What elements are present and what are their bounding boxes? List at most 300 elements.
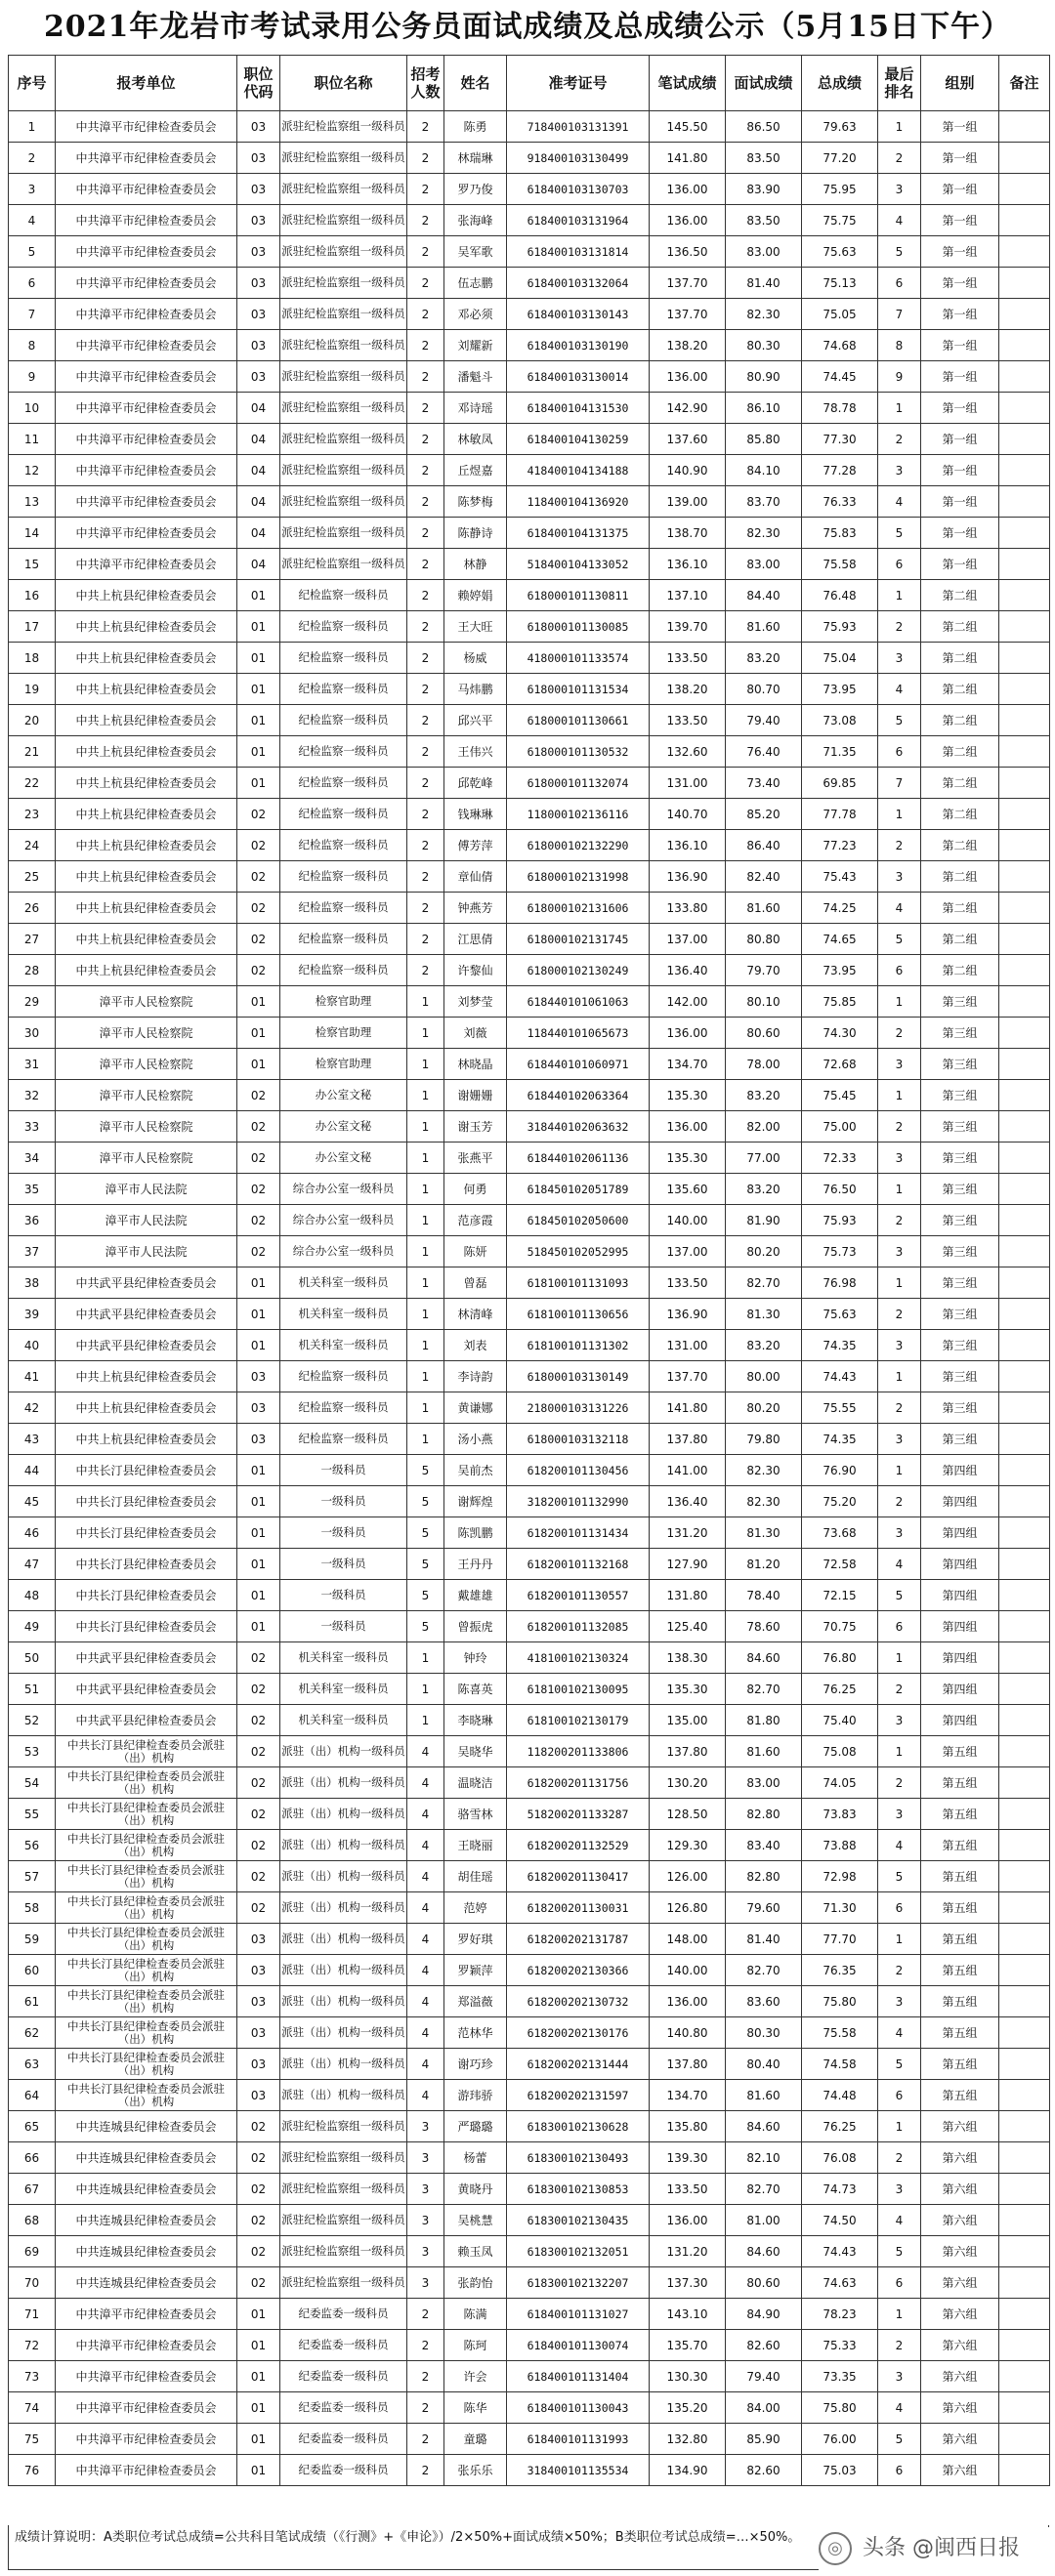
- cell-final-rank: 3: [878, 1330, 921, 1361]
- cell-remark: [999, 455, 1050, 486]
- cell-final-rank: 5: [878, 1861, 921, 1892]
- cell-interview-score: 84.10: [726, 455, 802, 486]
- cell-index: 62: [9, 2017, 56, 2049]
- table-row: [9, 549, 1050, 580]
- cell-position-name: 机关科室一级科员: [280, 1674, 407, 1705]
- table-row: [9, 986, 1050, 1018]
- cell-index: 5: [9, 236, 56, 268]
- cell-total-score: 76.00: [802, 2424, 878, 2455]
- cell-group: 第二组: [921, 861, 999, 893]
- cell-unit: 中共漳平市纪律检查委员会: [56, 205, 237, 236]
- cell-ticket-number: 618200202131597: [507, 2080, 650, 2111]
- cell-unit: 中共长汀县纪律检查委员会: [56, 1486, 237, 1517]
- table-row: [9, 1486, 1050, 1517]
- cell-interview-score: 81.40: [726, 1924, 802, 1955]
- cell-remark: [999, 1236, 1050, 1267]
- table-row: [9, 830, 1050, 861]
- cell-group: 第三组: [921, 1174, 999, 1205]
- cell-total-score: 75.04: [802, 643, 878, 674]
- cell-final-rank: 3: [878, 1236, 921, 1267]
- cell-name: 游玮骄: [444, 2080, 507, 2111]
- cell-position-code: 03: [237, 2049, 280, 2080]
- cell-total-score: 75.58: [802, 549, 878, 580]
- cell-ticket-number: 618000103132118: [507, 1424, 650, 1455]
- table-row: [9, 1705, 1050, 1736]
- cell-quota: 2: [407, 799, 444, 830]
- cell-written-score: 137.70: [650, 299, 726, 330]
- cell-final-rank: 2: [878, 143, 921, 174]
- cell-written-score: 133.80: [650, 893, 726, 924]
- cell-position-name: 纪检监察一级科员: [280, 1361, 407, 1392]
- cell-total-score: 75.33: [802, 2330, 878, 2361]
- table-row: [9, 1174, 1050, 1205]
- cell-interview-score: 82.70: [726, 2174, 802, 2205]
- cell-final-rank: 2: [878, 830, 921, 861]
- cell-position-code: 02: [237, 2174, 280, 2205]
- cell-ticket-number: 618200101132168: [507, 1549, 650, 1580]
- cell-unit: 中共武平县纪律检查委员会: [56, 1674, 237, 1705]
- cell-written-score: 126.00: [650, 1861, 726, 1892]
- cell-final-rank: 3: [878, 174, 921, 205]
- cell-ticket-number: 618400101131404: [507, 2361, 650, 2392]
- cell-remark: [999, 1018, 1050, 1049]
- table-row: [9, 486, 1050, 518]
- table-row: [9, 1830, 1050, 1861]
- cell-remark: [999, 580, 1050, 611]
- cell-ticket-number: 618000101131534: [507, 674, 650, 705]
- table-row: [9, 1080, 1050, 1111]
- cell-index: 23: [9, 799, 56, 830]
- cell-position-name: 办公室文秘: [280, 1080, 407, 1111]
- cell-unit: 中共连城县纪律检查委员会: [56, 2142, 237, 2174]
- cell-ticket-number: 618400103130190: [507, 330, 650, 361]
- cell-position-code: 01: [237, 1611, 280, 1642]
- table-row: [9, 1611, 1050, 1642]
- cell-written-score: 142.00: [650, 986, 726, 1018]
- cell-ticket-number: 618200201132529: [507, 1830, 650, 1861]
- cell-ticket-number: 618000101132074: [507, 768, 650, 799]
- cell-index: 28: [9, 955, 56, 986]
- cell-quota: 1: [407, 1705, 444, 1736]
- cell-ticket-number: 618400103130143: [507, 299, 650, 330]
- cell-name: 罗颖萍: [444, 1955, 507, 1986]
- cell-written-score: 138.20: [650, 330, 726, 361]
- cell-written-score: 141.80: [650, 1392, 726, 1424]
- cell-position-code: 01: [237, 1049, 280, 1080]
- cell-name: 潘魁斗: [444, 361, 507, 393]
- cell-quota: 2: [407, 955, 444, 986]
- cell-total-score: 77.70: [802, 1924, 878, 1955]
- cell-remark: [999, 1611, 1050, 1642]
- cell-interview-score: 77.00: [726, 1143, 802, 1174]
- cell-position-code: 01: [237, 1299, 280, 1330]
- cell-index: 35: [9, 1174, 56, 1205]
- cell-position-code: 02: [237, 1080, 280, 1111]
- cell-total-score: 74.73: [802, 2174, 878, 2205]
- cell-position-code: 02: [237, 893, 280, 924]
- cell-total-score: 73.88: [802, 1830, 878, 1861]
- cell-written-score: 137.70: [650, 1361, 726, 1392]
- cell-final-rank: 4: [878, 2017, 921, 2049]
- cell-name: 吴前杰: [444, 1455, 507, 1486]
- cell-position-code: 02: [237, 1892, 280, 1924]
- cell-written-score: 135.30: [650, 1080, 726, 1111]
- cell-ticket-number: 618300102130853: [507, 2174, 650, 2205]
- table-row: [9, 1674, 1050, 1705]
- cell-index: 66: [9, 2142, 56, 2174]
- cell-interview-score: 84.00: [726, 2392, 802, 2424]
- cell-group: 第三组: [921, 1018, 999, 1049]
- cell-quota: 5: [407, 1455, 444, 1486]
- cell-written-score: 137.60: [650, 424, 726, 455]
- cell-total-score: 74.35: [802, 1424, 878, 1455]
- cell-interview-score: 86.10: [726, 393, 802, 424]
- cell-position-name: 检察官助理: [280, 1018, 407, 1049]
- cell-group: 第一组: [921, 393, 999, 424]
- table-row: [9, 736, 1050, 768]
- cell-total-score: 75.13: [802, 268, 878, 299]
- table-row: [9, 2455, 1050, 2486]
- cell-final-rank: 2: [878, 611, 921, 643]
- cell-written-score: 137.80: [650, 1736, 726, 1767]
- cell-interview-score: 86.40: [726, 830, 802, 861]
- cell-final-rank: 6: [878, 1892, 921, 1924]
- cell-unit: 漳平市人民法院: [56, 1174, 237, 1205]
- cell-written-score: 136.40: [650, 955, 726, 986]
- cell-interview-score: 80.20: [726, 1236, 802, 1267]
- cell-interview-score: 79.40: [726, 705, 802, 736]
- cell-index: 26: [9, 893, 56, 924]
- cell-final-rank: 3: [878, 861, 921, 893]
- cell-group: 第五组: [921, 2080, 999, 2111]
- cell-unit: 中共上杭县纪律检查委员会: [56, 955, 237, 986]
- cell-group: 第六组: [921, 2330, 999, 2361]
- cell-unit: 中共上杭县纪律检查委员会: [56, 830, 237, 861]
- watermark-text: 头条 @闽西日报: [863, 2536, 1020, 2560]
- cell-group: 第二组: [921, 955, 999, 986]
- cell-interview-score: 81.00: [726, 2205, 802, 2236]
- cell-name: 刘耀新: [444, 330, 507, 361]
- cell-quota: 1: [407, 1174, 444, 1205]
- cell-quota: 3: [407, 2111, 444, 2142]
- cell-total-score: 74.43: [802, 2236, 878, 2267]
- cell-unit: 中共漳平市纪律检查委员会: [56, 361, 237, 393]
- cell-name: 骆雪林: [444, 1799, 507, 1830]
- cell-index: 16: [9, 580, 56, 611]
- cell-interview-score: 82.30: [726, 1486, 802, 1517]
- cell-index: 72: [9, 2330, 56, 2361]
- cell-ticket-number: 618000102132290: [507, 830, 650, 861]
- cell-final-rank: 1: [878, 393, 921, 424]
- cell-written-score: 133.50: [650, 2174, 726, 2205]
- cell-index: 6: [9, 268, 56, 299]
- cell-index: 70: [9, 2267, 56, 2299]
- cell-position-name: 派驻纪检监察组一级科员: [280, 2267, 407, 2299]
- cell-final-rank: 4: [878, 486, 921, 518]
- header-written-score: 笔试成绩: [650, 56, 726, 111]
- cell-unit: 中共上杭县纪律检查委员会: [56, 1361, 237, 1392]
- cell-quota: 2: [407, 768, 444, 799]
- cell-final-rank: 3: [878, 1424, 921, 1455]
- cell-interview-score: 84.60: [726, 2111, 802, 2142]
- cell-written-score: 134.70: [650, 2080, 726, 2111]
- cell-position-name: 派驻（出）机构一级科员: [280, 1736, 407, 1767]
- cell-ticket-number: 618300102130628: [507, 2111, 650, 2142]
- cell-position-code: 01: [237, 2299, 280, 2330]
- cell-group: 第四组: [921, 1705, 999, 1736]
- cell-unit: 中共长汀县纪律检查委员会: [56, 1580, 237, 1611]
- table-row: [9, 1205, 1050, 1236]
- cell-total-score: 72.15: [802, 1580, 878, 1611]
- cell-quota: 4: [407, 1986, 444, 2017]
- cell-remark: [999, 299, 1050, 330]
- cell-quota: 3: [407, 2174, 444, 2205]
- cell-remark: [999, 1986, 1050, 2017]
- cell-quota: 5: [407, 1486, 444, 1517]
- cell-position-name: 派驻纪检监察组一级科员: [280, 143, 407, 174]
- table-row: [9, 2236, 1050, 2267]
- cell-group: 第六组: [921, 2142, 999, 2174]
- table-row: [9, 1299, 1050, 1330]
- table-row: [9, 705, 1050, 736]
- cell-unit: 中共武平县纪律检查委员会: [56, 1642, 237, 1674]
- cell-quota: 2: [407, 518, 444, 549]
- cell-unit: 中共上杭县纪律检查委员会: [56, 893, 237, 924]
- cell-final-rank: 2: [878, 1955, 921, 1986]
- cell-name: 谢玉芳: [444, 1111, 507, 1143]
- cell-final-rank: 4: [878, 893, 921, 924]
- cell-remark: [999, 1267, 1050, 1299]
- cell-interview-score: 83.20: [726, 1174, 802, 1205]
- cell-position-name: 派驻纪检监察组一级科员: [280, 2174, 407, 2205]
- cell-position-name: 派驻纪检监察组一级科员: [280, 549, 407, 580]
- cell-unit: 中共武平县纪律检查委员会: [56, 1267, 237, 1299]
- cell-written-score: 139.00: [650, 486, 726, 518]
- table-row: [9, 1580, 1050, 1611]
- cell-written-score: 131.20: [650, 2236, 726, 2267]
- cell-group: 第五组: [921, 1736, 999, 1767]
- cell-quota: 1: [407, 1424, 444, 1455]
- cell-ticket-number: 618200101130456: [507, 1455, 650, 1486]
- cell-written-score: 142.90: [650, 393, 726, 424]
- cell-unit: 中共连城县纪律检查委员会: [56, 2205, 237, 2236]
- cell-remark: [999, 2049, 1050, 2080]
- cell-final-rank: 6: [878, 2267, 921, 2299]
- cell-position-name: 纪检监察一级科员: [280, 799, 407, 830]
- cell-interview-score: 81.60: [726, 2080, 802, 2111]
- cell-quota: 5: [407, 1517, 444, 1549]
- cell-group: 第一组: [921, 330, 999, 361]
- cell-interview-score: 81.60: [726, 611, 802, 643]
- cell-ticket-number: 618100101131302: [507, 1330, 650, 1361]
- cell-interview-score: 83.00: [726, 549, 802, 580]
- cell-total-score: 73.83: [802, 1799, 878, 1830]
- cell-name: 陈满: [444, 2299, 507, 2330]
- cell-interview-score: 81.20: [726, 1549, 802, 1580]
- cell-final-rank: 4: [878, 674, 921, 705]
- cell-written-score: 140.80: [650, 2017, 726, 2049]
- cell-remark: [999, 1111, 1050, 1143]
- cell-index: 64: [9, 2080, 56, 2111]
- cell-position-name: 检察官助理: [280, 1049, 407, 1080]
- cell-remark: [999, 768, 1050, 799]
- cell-unit: 中共连城县纪律检查委员会: [56, 2267, 237, 2299]
- cell-position-name: 综合办公室一级科员: [280, 1174, 407, 1205]
- cell-written-score: 132.80: [650, 2424, 726, 2455]
- cell-position-code: 01: [237, 736, 280, 768]
- cell-remark: [999, 2424, 1050, 2455]
- cell-name: 范林华: [444, 2017, 507, 2049]
- cell-ticket-number: 618200202130732: [507, 1986, 650, 2017]
- cell-position-code: 03: [237, 2017, 280, 2049]
- cell-quota: 2: [407, 924, 444, 955]
- cell-written-score: 141.80: [650, 143, 726, 174]
- cell-quota: 2: [407, 611, 444, 643]
- cell-group: 第六组: [921, 2111, 999, 2142]
- cell-position-code: 01: [237, 1486, 280, 1517]
- cell-ticket-number: 618100102130095: [507, 1674, 650, 1705]
- cell-total-score: 75.40: [802, 1705, 878, 1736]
- cell-final-rank: 1: [878, 1080, 921, 1111]
- table-row: [9, 2049, 1050, 2080]
- cell-name: 李诗韵: [444, 1361, 507, 1392]
- cell-quota: 2: [407, 205, 444, 236]
- cell-unit: 中共长汀县纪律检查委员会: [56, 1455, 237, 1486]
- cell-position-code: 02: [237, 799, 280, 830]
- cell-position-name: 纪检监察一级科员: [280, 643, 407, 674]
- cell-written-score: 133.50: [650, 643, 726, 674]
- cell-index: 43: [9, 1424, 56, 1455]
- cell-quota: 2: [407, 705, 444, 736]
- cell-name: 黄谦娜: [444, 1392, 507, 1424]
- cell-index: 25: [9, 861, 56, 893]
- cell-quota: 2: [407, 424, 444, 455]
- cell-ticket-number: 618450102050600: [507, 1205, 650, 1236]
- cell-quota: 2: [407, 549, 444, 580]
- table-row: [9, 1517, 1050, 1549]
- cell-quota: 1: [407, 1143, 444, 1174]
- cell-final-rank: 1: [878, 2299, 921, 2330]
- cell-quota: 4: [407, 1924, 444, 1955]
- cell-ticket-number: 618200101132085: [507, 1611, 650, 1642]
- cell-group: 第五组: [921, 1799, 999, 1830]
- cell-group: 第四组: [921, 1549, 999, 1580]
- cell-name: 郑溢薇: [444, 1986, 507, 2017]
- cell-position-code: 02: [237, 1111, 280, 1143]
- cell-ticket-number: 618400101130074: [507, 2330, 650, 2361]
- cell-name: 王伟兴: [444, 736, 507, 768]
- cell-ticket-number: 618200201130031: [507, 1892, 650, 1924]
- cell-remark: [999, 111, 1050, 143]
- cell-group: 第二组: [921, 611, 999, 643]
- cell-final-rank: 6: [878, 2455, 921, 2486]
- cell-index: 76: [9, 2455, 56, 2486]
- cell-total-score: 74.63: [802, 2267, 878, 2299]
- cell-group: 第二组: [921, 924, 999, 955]
- cell-written-score: 137.00: [650, 924, 726, 955]
- cell-written-score: 140.00: [650, 1955, 726, 1986]
- cell-index: 54: [9, 1767, 56, 1799]
- cell-ticket-number: 118440101065673: [507, 1018, 650, 1049]
- cell-name: 吴桃慧: [444, 2205, 507, 2236]
- cell-quota: 1: [407, 1267, 444, 1299]
- cell-ticket-number: 418400104134188: [507, 455, 650, 486]
- cell-final-rank: 5: [878, 705, 921, 736]
- cell-final-rank: 2: [878, 1299, 921, 1330]
- cell-position-name: 派驻纪检监察组一级科员: [280, 2205, 407, 2236]
- table-row: [9, 861, 1050, 893]
- table-row: [9, 768, 1050, 799]
- cell-written-score: 143.10: [650, 2299, 726, 2330]
- cell-remark: [999, 2080, 1050, 2111]
- cell-index: 15: [9, 549, 56, 580]
- cell-total-score: 75.20: [802, 1486, 878, 1517]
- cell-final-rank: 3: [878, 1799, 921, 1830]
- cell-position-code: 01: [237, 1455, 280, 1486]
- cell-position-code: 01: [237, 986, 280, 1018]
- table-row: [9, 1392, 1050, 1424]
- cell-group: 第三组: [921, 1330, 999, 1361]
- cell-group: 第三组: [921, 1236, 999, 1267]
- cell-interview-score: 84.40: [726, 580, 802, 611]
- cell-final-rank: 2: [878, 1205, 921, 1236]
- cell-total-score: 78.23: [802, 2299, 878, 2330]
- cell-interview-score: 85.20: [726, 799, 802, 830]
- cell-interview-score: 82.30: [726, 518, 802, 549]
- cell-written-score: 134.90: [650, 2455, 726, 2486]
- header-position-name: 职位名称: [280, 56, 407, 111]
- cell-position-code: 01: [237, 611, 280, 643]
- cell-index: 71: [9, 2299, 56, 2330]
- cell-position-name: 派驻纪检监察组一级科员: [280, 174, 407, 205]
- cell-final-rank: 2: [878, 1486, 921, 1517]
- cell-position-code: 03: [237, 1424, 280, 1455]
- cell-remark: [999, 1549, 1050, 1580]
- cell-interview-score: 81.90: [726, 1205, 802, 1236]
- cell-total-score: 73.35: [802, 2361, 878, 2392]
- table-row: [9, 1143, 1050, 1174]
- cell-quota: 2: [407, 111, 444, 143]
- cell-position-name: 纪检监察一级科员: [280, 768, 407, 799]
- cell-ticket-number: 318440102063632: [507, 1111, 650, 1143]
- cell-name: 曾磊: [444, 1267, 507, 1299]
- cell-final-rank: 3: [878, 1986, 921, 2017]
- cell-unit: 中共漳平市纪律检查委员会: [56, 2330, 237, 2361]
- cell-index: 59: [9, 1924, 56, 1955]
- cell-unit: 中共漳平市纪律检查委员会: [56, 143, 237, 174]
- cell-group: 第六组: [921, 2361, 999, 2392]
- cell-index: 1: [9, 111, 56, 143]
- cell-remark: [999, 1955, 1050, 1986]
- cell-unit: 漳平市人民检察院: [56, 986, 237, 1018]
- cell-quota: 4: [407, 1830, 444, 1861]
- cell-name: 赖婷娟: [444, 580, 507, 611]
- cell-written-score: 125.40: [650, 1611, 726, 1642]
- table-row: [9, 143, 1050, 174]
- cell-final-rank: 6: [878, 736, 921, 768]
- cell-ticket-number: 618200202131444: [507, 2049, 650, 2080]
- cell-position-name: 一级科员: [280, 1455, 407, 1486]
- cell-position-code: 03: [237, 143, 280, 174]
- cell-group: 第二组: [921, 674, 999, 705]
- cell-group: 第五组: [921, 1830, 999, 1861]
- cell-ticket-number: 618000101130085: [507, 611, 650, 643]
- cell-name: 林清峰: [444, 1299, 507, 1330]
- cell-written-score: 132.60: [650, 736, 726, 768]
- header-unit: 报考单位: [56, 56, 237, 111]
- cell-position-code: 01: [237, 1018, 280, 1049]
- cell-index: 18: [9, 643, 56, 674]
